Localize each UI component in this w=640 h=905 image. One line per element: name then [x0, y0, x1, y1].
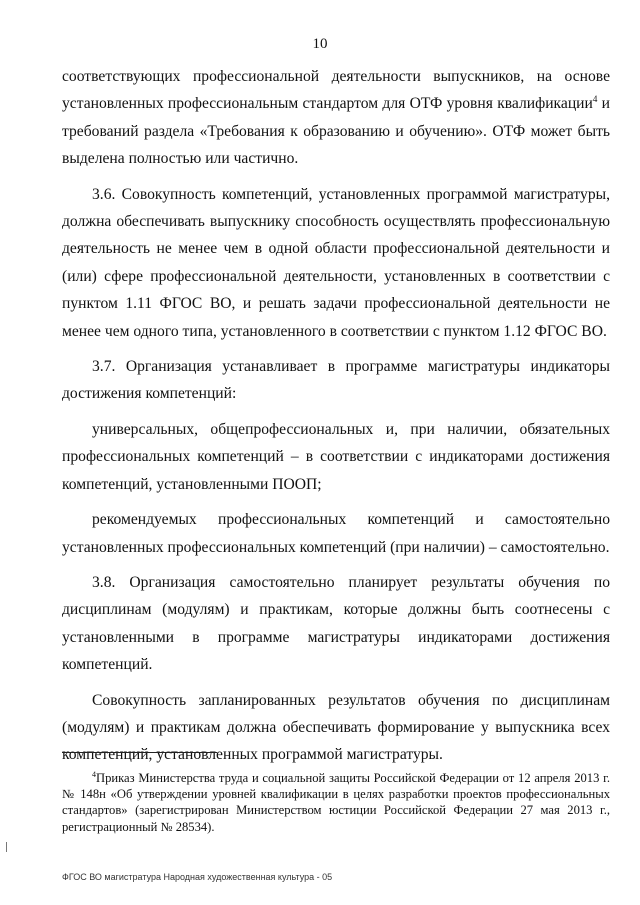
footnote-divider [62, 752, 217, 753]
paragraph-3-8: 3.8. Организация самостоятельно планирует результаты обучения по дисциплинам (модулям) и практикам, которые должны быть соотнесены с установленными в программе магистратуры индикаторами достижения компетенций. [62, 573, 610, 674]
footnote-reference: 4 [592, 94, 598, 105]
body-text [62, 63, 610, 769]
page-number: 10 [312, 36, 328, 52]
paragraph-continuation-text: соответствующих профессиональной деятельности выпускников, на основе установленных профессиональным стандартом для ОТФ уровня квалификации [62, 68, 610, 113]
paragraph-planned-results: Совокупность запланированных результатов обучения по дисциплинам (модулям) и практикам должна обеспечивать формирование у выпускника всех компетенций, установленных программой магистратуры. [62, 691, 610, 764]
running-footer: ФГОС ВО магистратура Народная художественная культура - 05 [62, 872, 333, 882]
paragraph-universal-competencies: универсальных, общепрофессиональных и, при наличии, обязательных профессиональных компетенций – в соответствии с индикаторами достижения компетенций, установленными ПООП; [62, 420, 610, 493]
footnote [62, 770, 610, 835]
paragraph-continuation-text-end: и требований раздела «Требования к образованию и обучению». ОТФ может быть выделена полностью или частично. [62, 95, 610, 168]
paragraph-continuation [62, 63, 610, 173]
footnote-marker: 4 [92, 770, 96, 779]
paragraph-3-7: 3.7. Организация устанавливает в программе магистратуры индикаторы достижения компетенций: [62, 358, 610, 403]
footnote-text: Приказ Министерства труда и социальной защиты Российской Федерации от 12 апреля 2013 г. № 148н «Об утверждении уровней квалификации в целях разработки проектов профессиональных стандартов» (зарегистрирован Министерством юстиции Российской Федерации 27 мая 2013 г., регистрационный № 28534). [62, 771, 610, 834]
paragraph-recommended-competencies: рекомендуемых профессиональных компетенций и самостоятельно установленных профессиональных компетенций (при наличии) – самостоятельно. [62, 511, 610, 556]
paragraph-3-6: 3.6. Совокупность компетенций, установленных программой магистратуры, должна обеспечивать выпускнику способность осуществлять профессиональную деятельность не менее чем в одной области профессиональной деятельности и (или) сфере профессиональной деятельности, установленных в соответствии с пунктом 1.11 ФГОС ВО, и решать задачи профессиональной деятельности не менее чем одного типа, установленного в соответствии с пунктом 1.12 ФГОС ВО. [62, 185, 610, 340]
scan-margin-mark [6, 842, 7, 852]
